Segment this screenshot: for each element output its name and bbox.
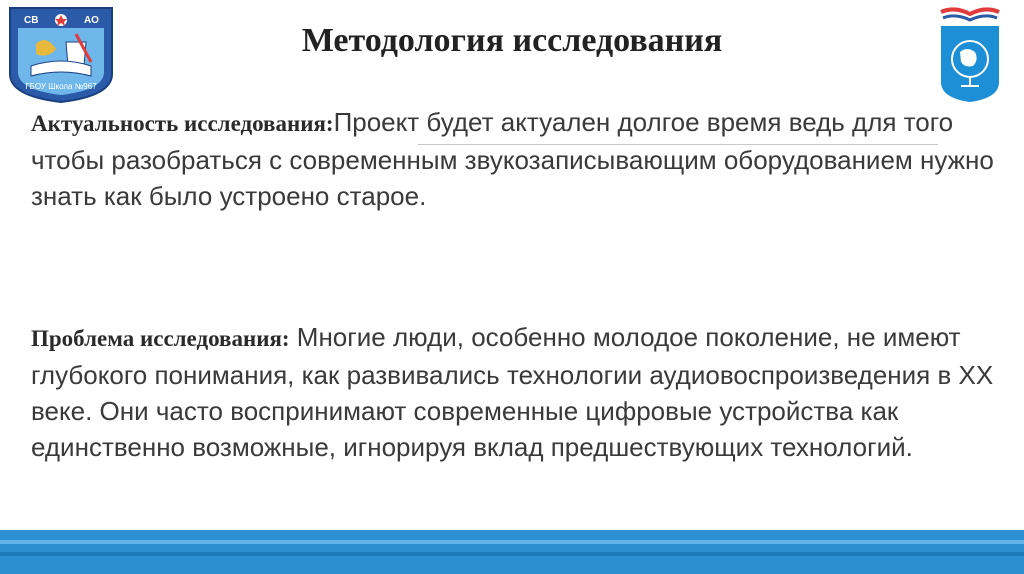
- problem-text: Многие люди, особенно молодое поколение, не имеют глубокого понимания, как развивались технологии аудиовоспроизведения в XX веке. Они часто воспринимают современные цифровые устройства как единственно возможные, игнорируя вклад предшествующих технологий.: [31, 322, 994, 462]
- globe-book-emblem-icon: [935, 4, 1005, 104]
- footer-bar: [0, 530, 1024, 574]
- problem-paragraph: [31, 319, 1006, 465]
- relevance-paragraph: [31, 104, 1006, 214]
- globe-book-graphic: [935, 4, 1005, 104]
- divider-line: [418, 144, 938, 145]
- footer-stripe: [0, 552, 1024, 556]
- footer-stripe: [0, 540, 1024, 544]
- emblem-text-top-left: СВ: [24, 15, 39, 26]
- emblem-text-bottom: ГБОУ Школа №967: [25, 82, 97, 91]
- problem-label: Проблема исследования:: [31, 326, 290, 351]
- relevance-text: Проект будет актуален долгое время ведь для того чтобы разобраться с современным звукозаписывающим оборудованием нужно знать как было устроено старое.: [31, 107, 994, 211]
- slide-title: Методология исследования: [301, 22, 723, 59]
- relevance-label: Актуальность исследования:: [31, 111, 334, 136]
- emblem-text-top-right: АО: [84, 15, 99, 26]
